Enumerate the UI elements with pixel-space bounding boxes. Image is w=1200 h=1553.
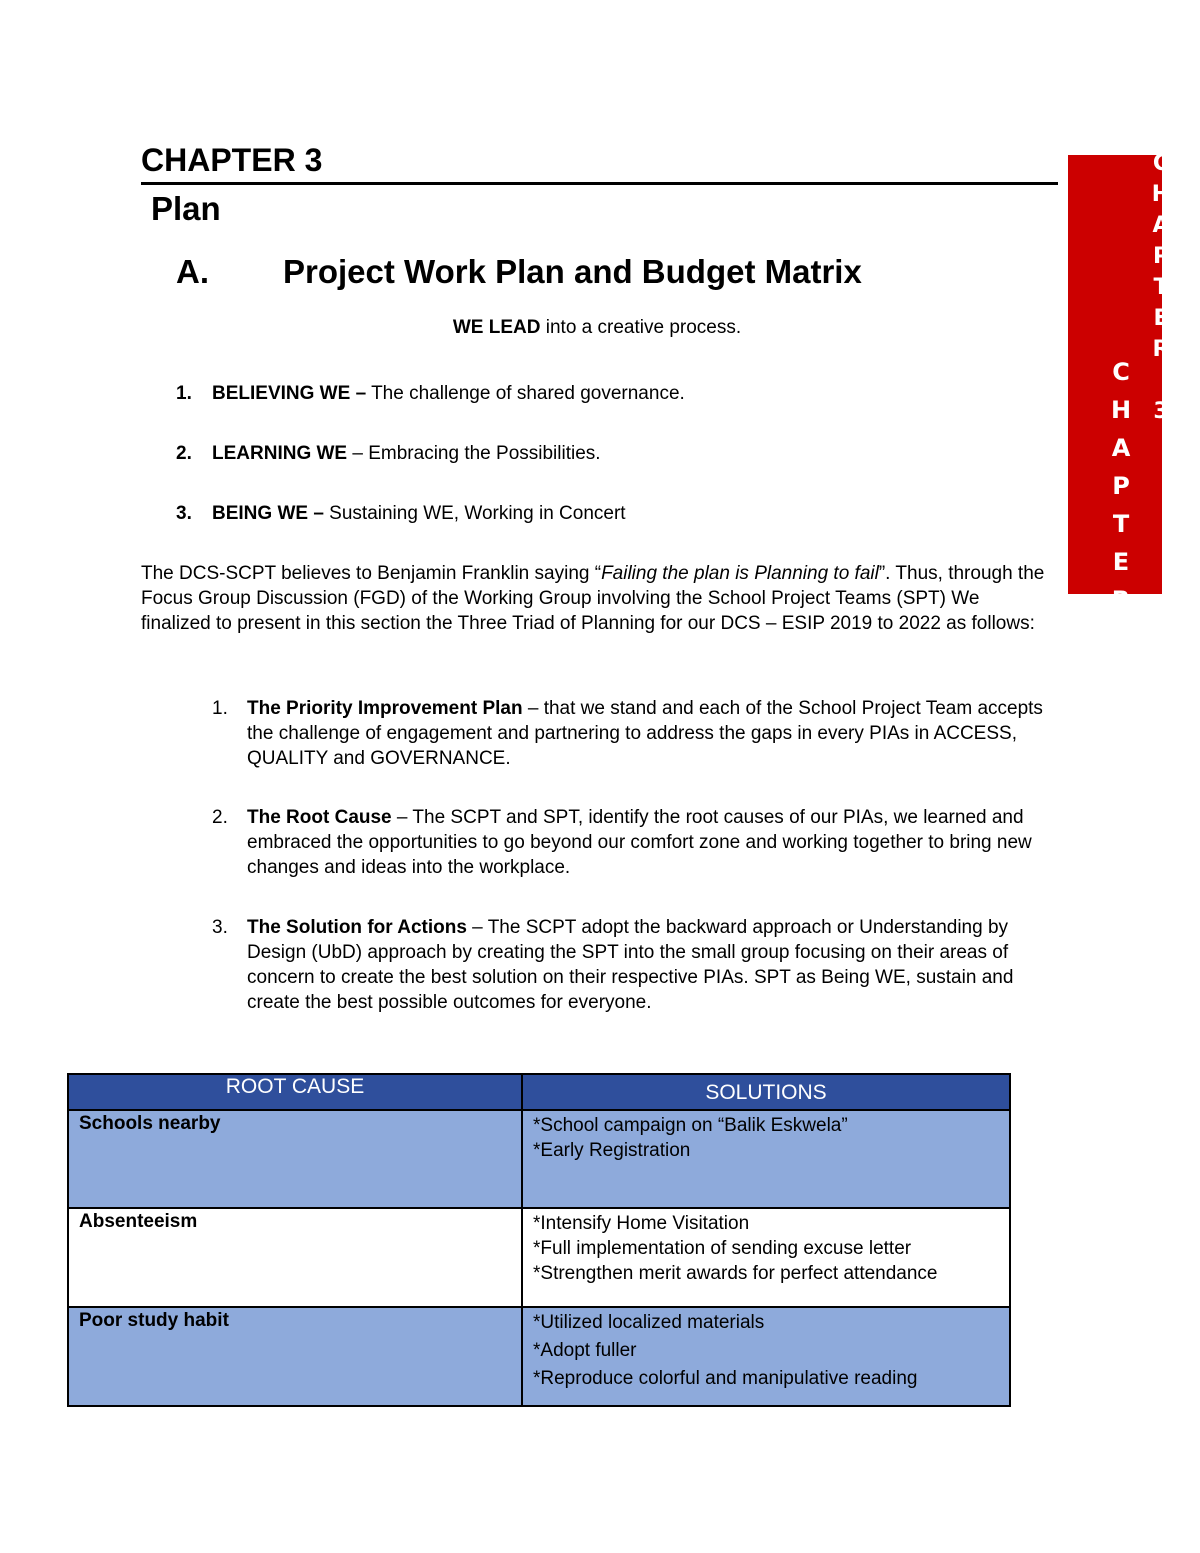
triad-text: – The SCPT and SPT, identify the root causes of our PIAs, we learned and embraced the opportunities to go beyond our comfort zone and working together to bring new changes and ideas into the workplace. (247, 807, 1032, 878)
side-tab-letter: C (1112, 358, 1130, 386)
section-letter: A. (176, 253, 209, 290)
triad-item (212, 805, 1062, 880)
we-list-text: – Embracing the Possibilities. (347, 443, 601, 464)
solutions-cell (522, 1307, 1010, 1406)
we-list-bold: LEARNING WE (212, 443, 348, 464)
we-list-text: The challenge of shared governance. (366, 383, 685, 404)
triad-item (212, 915, 1062, 1015)
side-tab-letter: A (1111, 434, 1131, 462)
we-lead-line (0, 315, 1194, 340)
triad-title: The Solution for Actions (247, 917, 467, 938)
triad-body (247, 805, 1062, 880)
side-tab-ghost-letter (1146, 365, 1176, 396)
side-tab-letter: E (1112, 548, 1130, 576)
intro-before: The DCS-SCPT believes to Benjamin Franklin saying “ (141, 563, 602, 584)
we-lead-bold: WE LEAD (452, 317, 541, 338)
triad-number: 2. (212, 807, 228, 828)
side-tab-letter: H (1110, 396, 1132, 424)
side-tab-letter: R (1111, 586, 1131, 614)
side-tab-ghost-letter: E (1153, 306, 1169, 331)
we-list-number: 2. (176, 443, 192, 464)
triad-title: The Root Cause (247, 807, 392, 828)
triad-body (247, 696, 1062, 771)
side-tab-letter: T (1112, 510, 1130, 538)
triad-number: 1. (212, 698, 228, 719)
root-cause-cell: Absenteeism (68, 1208, 522, 1307)
side-tab-vertical-text (1106, 353, 1136, 695)
table-row (68, 1307, 1010, 1406)
triad-title: The Priority Improvement Plan (247, 698, 523, 719)
we-list-item (176, 441, 601, 466)
triad-text: – The SCPT adopt the backward approach or Understanding by Design (UbD) approach by creating the SPT into the small group focusing on their areas of concern to create the best solution on their respective PIAs. SPT as Being WE, sustain and create the best possible outcomes for everyone. (247, 917, 1014, 1013)
franklin-quote: Failing the plan is Planning to fail (601, 563, 879, 584)
section-heading (176, 250, 862, 294)
solution-item: *Reproduce colorful and manipulative reading (533, 1368, 918, 1389)
triad-item (212, 696, 1062, 771)
side-tab-ghost-letter: T (1153, 275, 1169, 300)
solution-item: *Intensify Home Visitation (533, 1213, 750, 1234)
side-tab-ghost-letter: C (1152, 151, 1170, 176)
solution-item: *School campaign on “Balik Eskwela” (533, 1115, 848, 1136)
we-list-bold: BEING WE – (212, 503, 324, 524)
solution-item: *Adopt fuller (533, 1340, 637, 1361)
root-cause-solutions-table (67, 1073, 1011, 1407)
chapter-heading: CHAPTER 3 (141, 142, 323, 178)
solution-item: *Full implementation of sending excuse letter (533, 1238, 912, 1259)
side-tab-letter (1106, 619, 1136, 657)
we-list-item (176, 501, 626, 526)
triad-body (247, 915, 1062, 1015)
side-tab-ghost-letter: R (1152, 337, 1170, 362)
we-list-text: Sustaining WE, Working in Concert (323, 503, 626, 524)
side-tab-ghost-letter: H (1151, 182, 1171, 207)
header-solutions: SOLUTIONS (522, 1074, 1010, 1110)
triad-text: – that we stand and each of the School Project Team accepts the challenge of engagement and partnering to address the gaps in every PIAs in ACCESS, QUALITY and GOVERNANCE. (247, 698, 1043, 769)
we-list-number: 3. (176, 503, 192, 524)
intro-after: ”. Thus, through the Focus Group Discussion (FGD) of the Working Group involving the School Project Teams (SPT) We finalized to present in this section the Three Triad of Planning for our DCS – ESIP 2019 to 2022 as follows: (141, 563, 1045, 634)
solutions-cell (522, 1110, 1010, 1208)
triad-number: 3. (212, 917, 228, 938)
solution-item: *Utilized localized materials (533, 1312, 765, 1333)
solution-item: *Early Registration (533, 1140, 691, 1161)
plan-heading: Plan (151, 190, 221, 227)
table-header-row (68, 1074, 1010, 1110)
table-row (68, 1208, 1010, 1307)
solutions-cell (522, 1208, 1010, 1307)
we-list-item (176, 381, 685, 406)
intro-paragraph (141, 561, 1051, 636)
side-tab-letter: 3 (1112, 662, 1130, 690)
we-list-bold: BELIEVING WE – (212, 383, 367, 404)
root-cause-cell: Poor study habit (68, 1307, 522, 1406)
table-row (68, 1110, 1010, 1208)
side-tab-ghost-letter: P (1152, 244, 1170, 269)
side-tab-letter: P (1112, 472, 1130, 500)
section-title: Project Work Plan and Budget Matrix (283, 253, 862, 290)
heading-rule (141, 182, 1058, 185)
we-lead-rest: into a creative process. (540, 317, 742, 338)
header-root-cause: ROOT CAUSE (68, 1074, 522, 1110)
we-list-number: 1. (176, 383, 192, 404)
side-tab-ghost-letter: A (1152, 213, 1170, 238)
root-cause-cell: Schools nearby (68, 1110, 522, 1208)
solution-item: *Strengthen merit awards for perfect attendance (533, 1263, 938, 1284)
side-tab-ghost-letter: 3 (1153, 399, 1169, 424)
side-tab-clipped-text (1146, 148, 1176, 427)
